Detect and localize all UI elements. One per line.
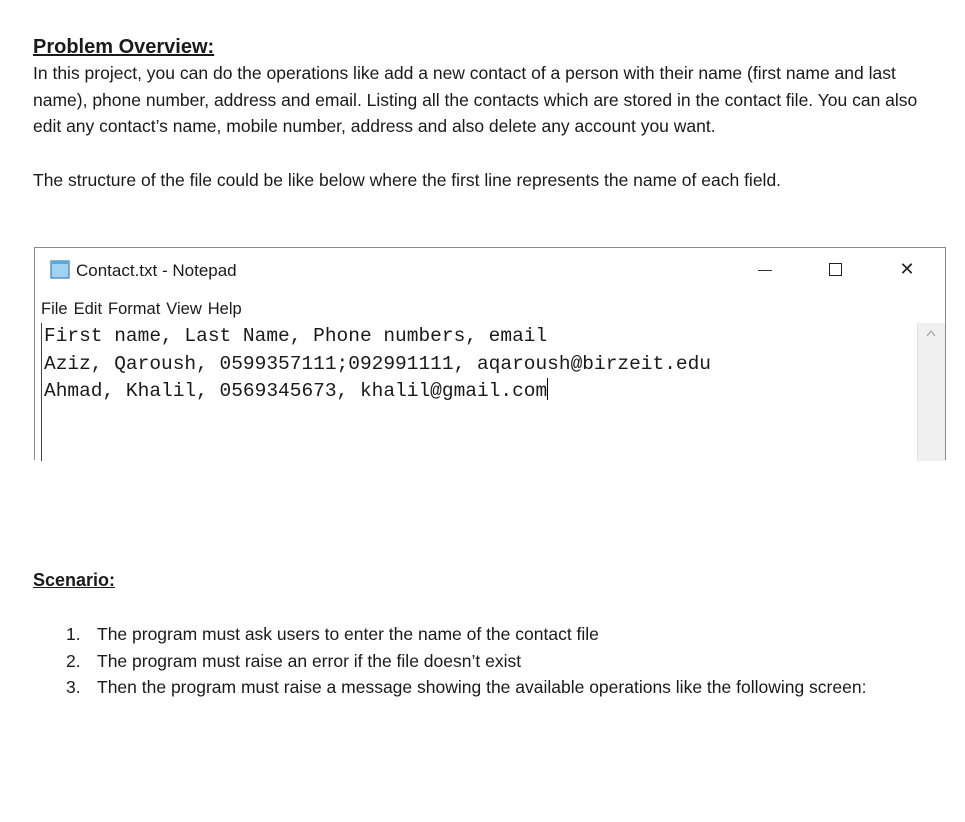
menu-file[interactable]: File	[41, 300, 68, 318]
minimize-icon: —	[758, 261, 772, 277]
list-text: Then the program must raise a message showing the available operations like the following screen:	[97, 677, 867, 697]
text-line: Aziz, Qaroush, 0599357111;092991111, aqaroush@birzeit.edu	[44, 352, 712, 375]
menu-help[interactable]: Help	[207, 300, 242, 318]
scenario-heading: Scenario:	[33, 570, 116, 590]
minimize-button[interactable]	[745, 254, 785, 284]
list-number: 1.	[66, 624, 81, 644]
close-icon: ✕	[899, 258, 915, 279]
maximize-icon	[829, 263, 842, 276]
structure-description: The structure of the file could be like below where the first line represents the name of each field.	[33, 169, 782, 190]
scroll-up-icon[interactable]	[926, 329, 936, 339]
menu-format[interactable]: Format	[108, 300, 161, 318]
vertical-scrollbar[interactable]	[917, 323, 945, 461]
close-button[interactable]	[887, 254, 927, 284]
scenario-steps	[33, 621, 948, 701]
menu-edit[interactable]: Edit	[73, 300, 103, 318]
scenario-section	[33, 568, 948, 701]
notepad-icon	[49, 258, 71, 280]
list-item	[33, 648, 948, 675]
maximize-button[interactable]	[815, 254, 855, 284]
text-line-with-caret	[44, 378, 919, 406]
list-text: The program must raise an error if the file doesn’t exist	[97, 650, 522, 671]
window-title: Contact.txt - Notepad	[76, 261, 237, 280]
overview-paragraph: In this project, you can do the operations like add a new contact of a person with their name (first name and last name), phone number, address and email. Listing all the contacts which are stored in the contact file. You can also edit any contact’s name, mobile number, address and also delete any account you want.	[33, 63, 918, 136]
overview-heading: Problem Overview:	[33, 36, 215, 58]
list-text: The program must ask users to enter the name of the contact file	[97, 624, 599, 644]
list-number: 2.	[66, 650, 81, 671]
text-line: First name, Last Name, Phone numbers, email	[44, 325, 548, 347]
menu-view[interactable]: View	[166, 300, 202, 318]
document-body	[33, 34, 948, 193]
notepad-window	[34, 247, 946, 460]
list-item	[33, 674, 948, 701]
list-item	[33, 621, 948, 648]
menu-bar	[41, 298, 242, 320]
text-editor[interactable]	[41, 323, 919, 461]
text-line: Ahmad, Khalil, 0569345673, khalil@gmail.com	[44, 380, 548, 402]
notepad-titlebar[interactable]	[35, 248, 945, 294]
text-caret	[547, 378, 548, 400]
list-number: 3.	[66, 677, 81, 697]
